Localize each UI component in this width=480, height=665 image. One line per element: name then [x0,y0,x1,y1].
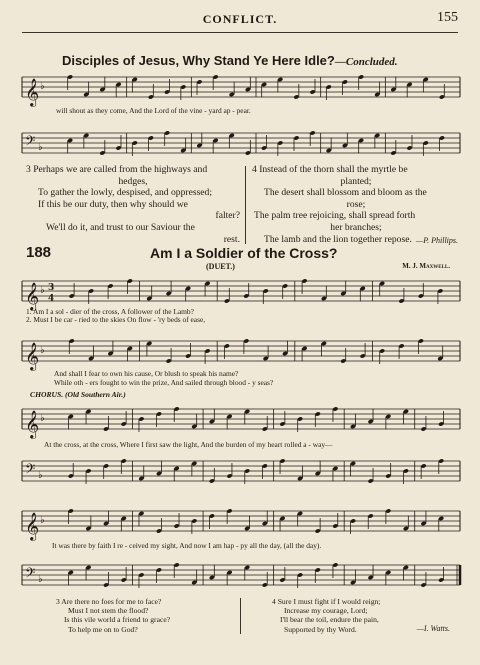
page-header-title: CONFLICT. [202,12,278,26]
verse-line: rose; [346,198,366,210]
verse-line: Must I not stem the flood? [68,606,149,616]
verse-line: I'll bear the toil, endure the pain, [280,615,379,625]
verse-line: hedges, [118,175,148,187]
verse-line: 4 Instead of the thorn shall the myrtle be [252,164,408,175]
song1-treble-staff [22,72,460,106]
treble-clef-icon: 𝄞 [25,410,40,438]
chorus-treble-staff-2 [22,506,460,540]
song1-title-row [62,52,462,70]
bass-clef-icon: 𝄢 [25,461,36,480]
song2-author: —I. Watts. [416,624,450,633]
flat-icon: ♭ [40,345,45,356]
song2-staff-2 [22,336,460,370]
time-signature: 4 [48,294,55,304]
verse-line: To help me on to God? [68,624,138,634]
verse-line: 3 Perhaps we are called from the highways and [26,164,208,175]
verse-line: falter? [215,210,240,222]
treble-clef-icon: 𝄞 [25,282,40,310]
verse-line: Is this vile world a friend to grace? [64,615,171,625]
verse-line: Supported by thy Word. [284,624,357,634]
treble-clef-icon: 𝄞 [25,512,40,540]
verse-divider [240,598,241,634]
chorus-label: CHORUS. (Old Southern Air.) [30,390,126,399]
song1-lyric-line: will shout as they come, And the Lord of the vine - yard ap - pear. [56,106,251,115]
chorus-treble-staff-1 [22,404,460,438]
song2-staff-1 [22,276,460,310]
song2-verse3 [56,597,236,634]
song2-duet: (DUET.) [206,262,235,271]
verse-line: planted; [340,175,372,187]
song2-composer: M. J. Maxwell. [402,262,450,270]
verse-line: rest. [223,233,240,245]
flat-icon: ♭ [40,285,45,296]
flat-icon: ♭ [40,413,45,424]
header-rule [22,32,458,33]
treble-clef-icon: 𝄞 [25,78,40,106]
chorus-lyric-2: It was there by faith I re - ceived my sight, And now I am hap - py all the day, (all the day). [52,541,322,550]
verse-line: If this be our duty, then why should we [38,198,188,210]
verse-line: her branches; [330,221,382,233]
song1-title: Disciples of Jesus, Why Stand Ye Here Idle? [62,53,335,68]
chorus-lyric-1: At the cross, at the cross, Where I first saw the light, And the burden of my heart rolled a - way— [44,440,333,449]
song1-verse4 [252,164,460,245]
page-number: 155 [437,10,458,25]
song1-concluded: —Concluded. [334,56,398,68]
time-signature: 3 [48,283,55,293]
verse-line: 4 Sure I must fight if I would reign; [272,597,381,606]
song2-number: 188 [26,244,52,261]
treble-clef-icon: 𝄞 [25,342,40,370]
verse-line: We'll do it, and trust to our Saviour the [46,221,195,233]
song1-author: —P. Phillips. [416,236,458,245]
song1-bass-staff [22,128,460,158]
verse-divider [245,166,246,244]
verse-line: The lamb and the lion together repose. [264,233,412,245]
song2-title: Am I a Soldier of the Cross? [150,245,338,261]
flat-icon: ♭ [38,574,43,585]
flat-icon: ♭ [40,81,45,92]
verse-line: The desert shall blossom and bloom as the [264,187,427,199]
bass-clef-icon: 𝄢 [25,133,36,152]
flat-icon: ♭ [40,515,45,526]
song2-line1-verse2: 2. Must I be car - ried to the skies On flow - 'ry beds of ease, [26,315,206,324]
song1-verse3 [26,164,240,245]
song2-line2-verse2: While oth - ers fought to win the prize, And sailed through blood - y seas? [54,378,274,387]
chorus-bass-staff-1 [22,456,460,486]
song2-line2-verse1: And shall I fear to own his cause, Or blush to speak his name? [54,369,239,378]
flat-icon: ♭ [38,142,43,153]
flat-icon: ♭ [38,470,43,481]
song2-line1-verse1: 1. Am I a sol - dier of the cross, A follower of the Lamb? [26,307,194,316]
chorus-bass-staff-2 [22,560,460,590]
bass-clef-icon: 𝄢 [25,565,36,584]
verse-line: The palm tree rejoicing, shall spread forth [254,210,416,222]
verse-line: 3 Are there no foes for me to face? [56,597,162,606]
verse-line: Increase my courage, Lord; [284,606,368,616]
verse-line: To gather the lowly, despised, and oppressed; [38,187,213,199]
